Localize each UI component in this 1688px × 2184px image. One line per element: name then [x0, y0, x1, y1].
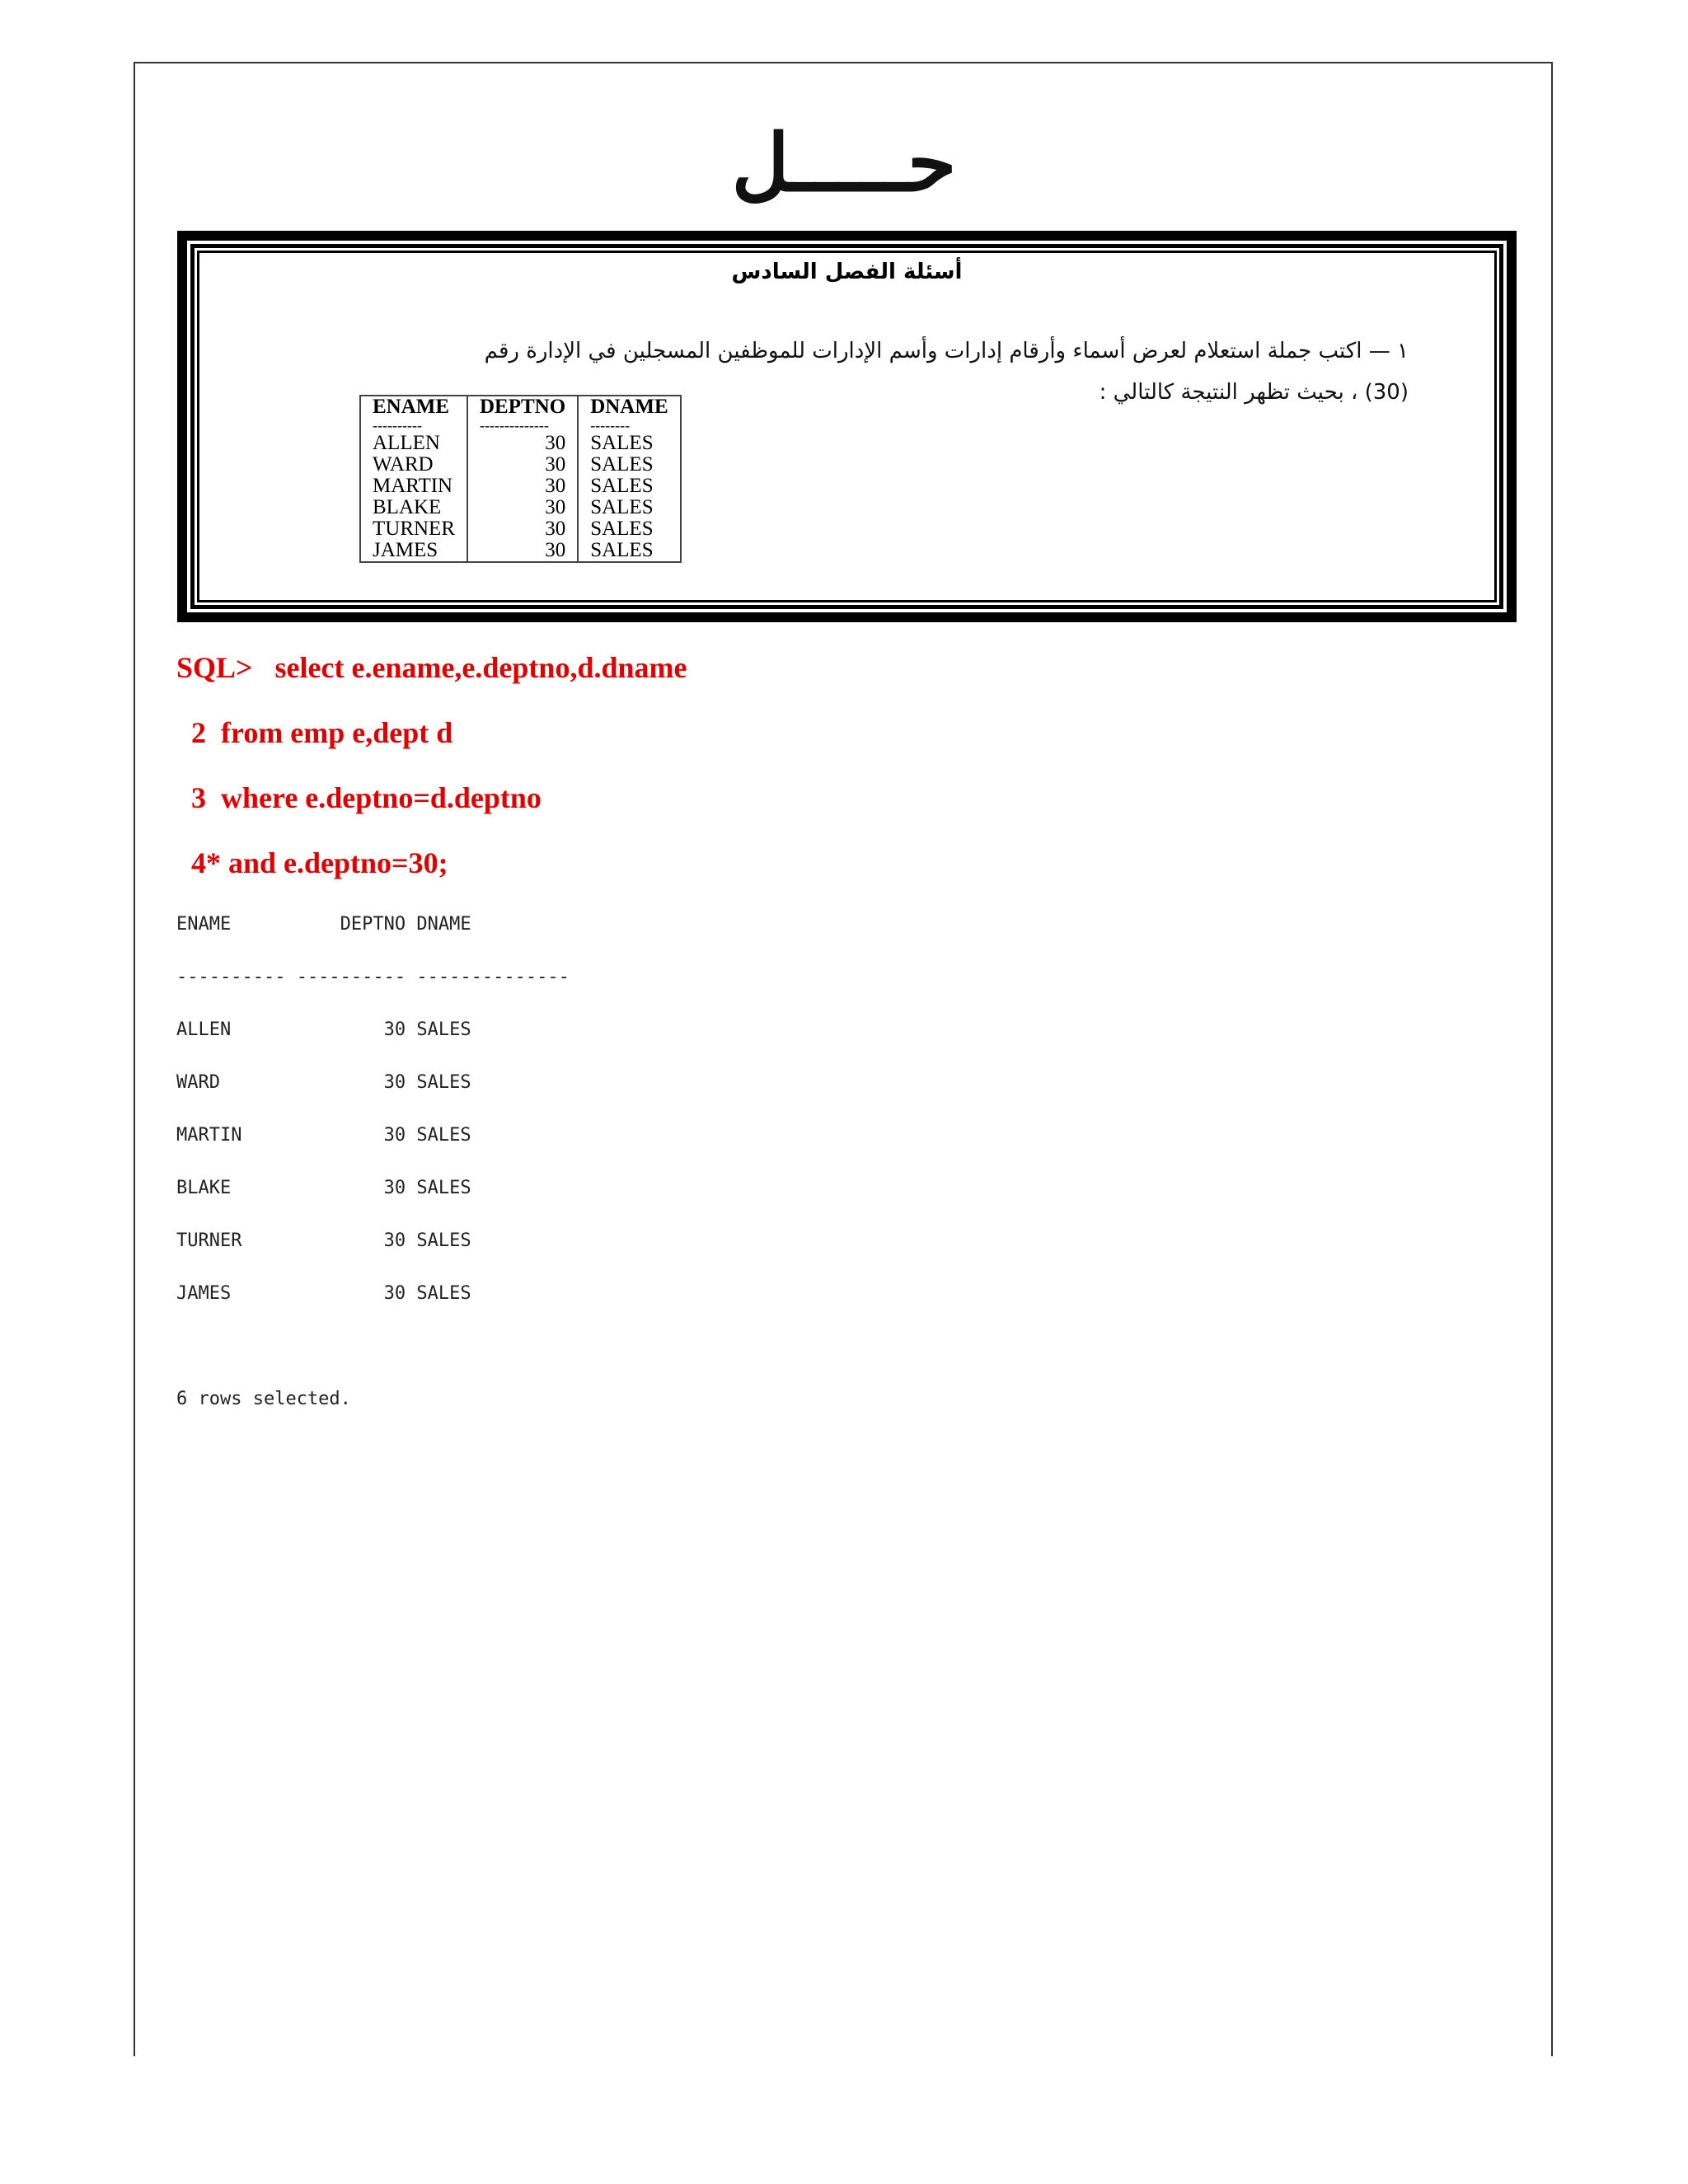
table-row: [360, 540, 681, 562]
cell-dname: SALES: [578, 454, 680, 476]
solution-heading: حـــــل: [731, 116, 957, 209]
dash-cell: --------: [578, 418, 680, 433]
table-row: [360, 454, 681, 476]
table-row: [360, 497, 681, 518]
cell-deptno: 30: [467, 454, 578, 476]
output-footer: 6 rows selected.: [176, 1389, 351, 1409]
output-row: TURNER 30 SALES: [176, 1230, 471, 1251]
sql-line: 4* and e.deptno=30;: [176, 846, 448, 879]
col-header-deptno: DEPTNO: [467, 396, 578, 418]
sql-line: 2 from emp e,dept d: [176, 716, 453, 749]
chapter-title: أسئلة الفصل السادس: [731, 260, 963, 284]
cell-ename: ALLEN: [360, 433, 467, 454]
cell-deptno: 30: [467, 540, 578, 562]
cell-deptno: 30: [467, 497, 578, 518]
table-row: [360, 476, 681, 497]
output-row: MARTIN 30 SALES: [176, 1125, 471, 1146]
col-header-ename: ENAME: [360, 396, 467, 418]
table-row: [360, 518, 681, 540]
col-header-dname: DNAME: [578, 396, 680, 418]
output-header: ENAME DEPTNO DNAME: [176, 914, 471, 935]
dash-cell: ----------: [360, 418, 467, 433]
cell-ename: MARTIN: [360, 476, 467, 497]
sample-result-table: [359, 395, 682, 563]
query-output: [176, 912, 570, 1440]
output-row: BLAKE 30 SALES: [176, 1178, 471, 1198]
sql-query: [176, 643, 687, 903]
output-row: JAMES 30 SALES: [176, 1283, 471, 1304]
question-line-2: (30) ، بحيث تظهر النتيجة كالتالي :: [1099, 380, 1409, 405]
cell-dname: SALES: [578, 476, 680, 497]
dash-cell: --------------: [467, 418, 578, 433]
output-row: ALLEN 30 SALES: [176, 1019, 471, 1040]
cell-ename: TURNER: [360, 518, 467, 540]
cell-dname: SALES: [578, 540, 680, 562]
sql-line: 3 where e.deptno=d.deptno: [176, 781, 542, 814]
cell-ename: JAMES: [360, 540, 467, 562]
cell-ename: WARD: [360, 454, 467, 476]
cell-dname: SALES: [578, 433, 680, 454]
cell-deptno: 30: [467, 476, 578, 497]
table-row: [360, 433, 681, 454]
cell-dname: SALES: [578, 518, 680, 540]
cell-ename: BLAKE: [360, 497, 467, 518]
cell-dname: SALES: [578, 497, 680, 518]
output-row: WARD 30 SALES: [176, 1072, 471, 1093]
question-line-1: ١ — اكتب جملة استعلام لعرض أسماء وأرقام إدارات وأسم الإدارات للموظفين المسجلين في الإدارة رقم: [484, 339, 1409, 363]
question-box: [177, 231, 1517, 622]
output-blank: [176, 1334, 570, 1387]
cell-deptno: 30: [467, 518, 578, 540]
output-separator: ---------- ---------- --------------: [176, 967, 570, 987]
cell-deptno: 30: [467, 433, 578, 454]
sql-line: SQL> select e.ename,e.deptno,d.dname: [176, 651, 687, 684]
